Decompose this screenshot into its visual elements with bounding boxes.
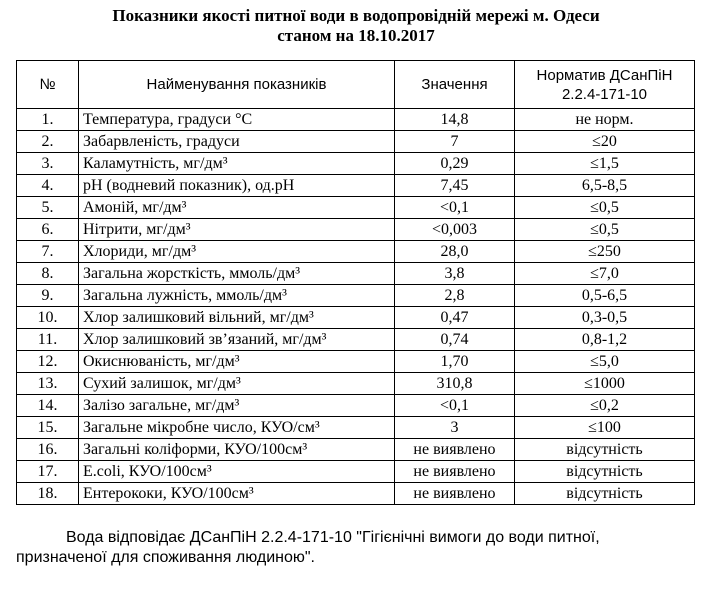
indicator-value: 2,8	[395, 285, 515, 307]
indicator-name: Окиснюваність, мг/дм³	[79, 351, 395, 373]
indicator-name: Загальне мікробне число, КУО/см³	[79, 417, 395, 439]
indicator-name: Хлор залишковий зв’язаний, мг/дм³	[79, 329, 395, 351]
row-number: 8.	[17, 263, 79, 285]
table-row	[17, 307, 695, 329]
indicator-norm: ≤100	[515, 417, 695, 439]
table-row	[17, 329, 695, 351]
row-number: 13.	[17, 373, 79, 395]
indicator-norm: 0,5-6,5	[515, 285, 695, 307]
table-row	[17, 197, 695, 219]
table-row	[17, 285, 695, 307]
table-row	[17, 241, 695, 263]
indicator-norm: відсутність	[515, 461, 695, 483]
row-number: 10.	[17, 307, 79, 329]
indicator-name: Загальна лужність, ммоль/дм³	[79, 285, 395, 307]
indicator-norm: ≤0,5	[515, 197, 695, 219]
table-row	[17, 263, 695, 285]
indicator-norm: 0,3-0,5	[515, 307, 695, 329]
indicator-value: 1,70	[395, 351, 515, 373]
indicator-norm: ≤5,0	[515, 351, 695, 373]
row-number: 7.	[17, 241, 79, 263]
indicator-name: Нітрити, мг/дм³	[79, 219, 395, 241]
title-line-1: Показники якості питної води в водопровідній мережі м. Одеси	[112, 6, 600, 25]
table-row	[17, 219, 695, 241]
indicator-value: 7,45	[395, 175, 515, 197]
indicator-name: E.coli, КУО/100см³	[79, 461, 395, 483]
indicator-norm: ≤0,2	[515, 395, 695, 417]
row-number: 1.	[17, 109, 79, 131]
indicator-value: 28,0	[395, 241, 515, 263]
row-number: 16.	[17, 439, 79, 461]
indicator-name: Каламутність, мг/дм³	[79, 153, 395, 175]
indicator-value: не виявлено	[395, 461, 515, 483]
row-number: 14.	[17, 395, 79, 417]
indicator-norm: відсутність	[515, 483, 695, 505]
title-line-2: станом на 18.10.2017	[277, 26, 435, 45]
row-number: 6.	[17, 219, 79, 241]
indicator-norm: ≤1,5	[515, 153, 695, 175]
indicator-name: Загальна жорсткість, ммоль/дм³	[79, 263, 395, 285]
indicator-norm: відсутність	[515, 439, 695, 461]
table-row	[17, 395, 695, 417]
indicator-name: Амоній, мг/дм³	[79, 197, 395, 219]
indicator-name: Забарвленість, градуси	[79, 131, 395, 153]
indicator-value: не виявлено	[395, 439, 515, 461]
indicator-norm: ≤7,0	[515, 263, 695, 285]
row-number: 18.	[17, 483, 79, 505]
row-number: 5.	[17, 197, 79, 219]
conclusion-line-1: Вода відповідає ДСанПіН 2.2.4-171-10 "Гігієнічні вимоги до води питної,	[66, 529, 600, 546]
table-row	[17, 175, 695, 197]
indicator-name: pH (водневий показник), од.pH	[79, 175, 395, 197]
table-row	[17, 439, 695, 461]
row-number: 11.	[17, 329, 79, 351]
indicator-norm: ≤1000	[515, 373, 695, 395]
table-row	[17, 373, 695, 395]
indicator-value: 3,8	[395, 263, 515, 285]
indicator-name: Залізо загальне, мг/дм³	[79, 395, 395, 417]
row-number: 4.	[17, 175, 79, 197]
table-row	[17, 131, 695, 153]
conclusion-line-2: призначеної для споживання людиною".	[16, 549, 315, 566]
indicator-norm: ≤250	[515, 241, 695, 263]
indicator-norm: ≤20	[515, 131, 695, 153]
indicator-value: 310,8	[395, 373, 515, 395]
row-number: 17.	[17, 461, 79, 483]
conclusion-text	[16, 528, 706, 568]
indicator-norm: 6,5-8,5	[515, 175, 695, 197]
page-title	[0, 6, 712, 46]
table-row	[17, 109, 695, 131]
indicator-norm: 0,8-1,2	[515, 329, 695, 351]
indicator-name: Хлориди, мг/дм³	[79, 241, 395, 263]
indicator-value: <0,1	[395, 395, 515, 417]
indicator-name: Загальні коліформи, КУО/100см³	[79, 439, 395, 461]
indicator-value: <0,1	[395, 197, 515, 219]
indicator-name: Хлор залишковий вільний, мг/дм³	[79, 307, 395, 329]
indicator-name: Температура, градуси °С	[79, 109, 395, 131]
table-row	[17, 417, 695, 439]
header-name: Найменування показників	[79, 61, 395, 109]
row-number: 9.	[17, 285, 79, 307]
indicator-value: 3	[395, 417, 515, 439]
indicator-value: 7	[395, 131, 515, 153]
indicator-name: Ентерококи, КУО/100см³	[79, 483, 395, 505]
row-number: 12.	[17, 351, 79, 373]
indicator-value: 0,74	[395, 329, 515, 351]
row-number: 3.	[17, 153, 79, 175]
indicator-value: <0,003	[395, 219, 515, 241]
table-row	[17, 483, 695, 505]
indicator-value: не виявлено	[395, 483, 515, 505]
header-norm: Норматив ДСанПіН 2.2.4-171-10	[515, 61, 695, 109]
header-num: №	[17, 61, 79, 109]
indicator-value: 14,8	[395, 109, 515, 131]
table-row	[17, 461, 695, 483]
table-body	[17, 109, 695, 505]
water-quality-table	[16, 60, 695, 505]
indicator-norm: ≤0,5	[515, 219, 695, 241]
indicator-name: Сухий залишок, мг/дм³	[79, 373, 395, 395]
table-row	[17, 351, 695, 373]
indicator-norm: не норм.	[515, 109, 695, 131]
row-number: 2.	[17, 131, 79, 153]
indicator-value: 0,47	[395, 307, 515, 329]
table-row	[17, 153, 695, 175]
row-number: 15.	[17, 417, 79, 439]
indicator-value: 0,29	[395, 153, 515, 175]
header-value: Значення	[395, 61, 515, 109]
table-header-row	[17, 61, 695, 109]
